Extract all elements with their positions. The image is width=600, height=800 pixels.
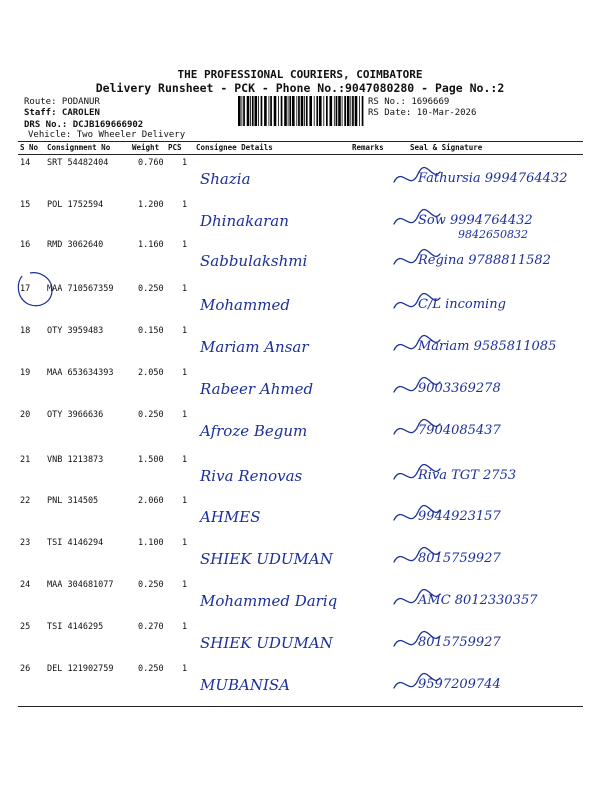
drs-label: DRS No.: DCJB169666902 bbox=[24, 120, 144, 130]
row-consignment-no: TSI 4146294 bbox=[47, 538, 104, 548]
consignee-name: MUBANISA bbox=[200, 676, 291, 694]
row-consignment-no: MAA 304681077 bbox=[47, 580, 114, 590]
row-sno: 19 bbox=[20, 368, 31, 378]
consignee-name: Shazia bbox=[200, 170, 251, 188]
row-weight: 0.250 bbox=[138, 410, 164, 420]
signature-text: 9003369278 bbox=[418, 381, 501, 396]
consignee-name: Rabeer Ahmed bbox=[200, 380, 314, 398]
row-sno: 20 bbox=[20, 410, 31, 420]
row-weight: 0.250 bbox=[138, 284, 164, 294]
hand-drawn-circle-mark bbox=[14, 268, 56, 308]
row-weight: 1.160 bbox=[138, 240, 164, 250]
row-weight: 2.050 bbox=[138, 368, 164, 378]
runsheet-subtitle: Delivery Runsheet - PCK - Phone No.:9047080280 - Page No.:2 bbox=[95, 81, 505, 95]
row-consignment-no: TSI 4146295 bbox=[47, 622, 104, 632]
row-consignment-no: OTY 3959483 bbox=[47, 326, 104, 336]
row-consignment-no: SRT 54482404 bbox=[47, 158, 109, 168]
row-pcs: 1 bbox=[182, 580, 188, 590]
row-consignment-no: OTY 3966636 bbox=[47, 410, 104, 420]
handwritten-consignee bbox=[196, 498, 346, 532]
handwritten-signature bbox=[388, 278, 588, 324]
handwritten-consignee bbox=[196, 370, 346, 404]
col-seal-signature: Seal & Signature bbox=[410, 143, 483, 152]
row-consignment-no: MAA 653634393 bbox=[47, 368, 114, 378]
row-sno: 18 bbox=[20, 326, 31, 336]
row-pcs: 1 bbox=[182, 410, 188, 420]
row-weight: 0.150 bbox=[138, 326, 164, 336]
row-sno: 25 bbox=[20, 622, 31, 632]
row-pcs: 1 bbox=[182, 538, 188, 548]
consignee-name: Dhinakaran bbox=[200, 212, 289, 230]
row-weight: 1.100 bbox=[138, 538, 164, 548]
row-pcs: 1 bbox=[182, 664, 188, 674]
row-weight: 1.500 bbox=[138, 455, 164, 465]
handwritten-consignee bbox=[196, 457, 346, 491]
signature-text: 9944923157 bbox=[418, 509, 501, 524]
consignee-name: SHIEK UDUMAN bbox=[200, 550, 333, 568]
signature-text: 8015759927 bbox=[418, 635, 501, 650]
signature-text: 8015759927 bbox=[418, 551, 501, 566]
handwritten-signature bbox=[388, 320, 588, 366]
consignee-name: SHIEK UDUMAN bbox=[200, 634, 333, 652]
handwritten-consignee bbox=[196, 582, 346, 616]
signature-text: 7904085437 bbox=[418, 423, 501, 438]
row-pcs: 1 bbox=[182, 200, 188, 210]
row-pcs: 1 bbox=[182, 622, 188, 632]
row-weight: 0.250 bbox=[138, 580, 164, 590]
row-sno: 21 bbox=[20, 455, 31, 465]
vehicle-label: Vehicle: Two Wheeler Delivery bbox=[28, 130, 186, 140]
handwritten-consignee bbox=[196, 202, 346, 236]
row-weight: 1.200 bbox=[138, 200, 164, 210]
row-sno: 22 bbox=[20, 496, 31, 506]
handwritten-signature bbox=[388, 449, 588, 495]
handwritten-signature bbox=[388, 574, 588, 620]
header-rule-top bbox=[18, 141, 583, 142]
row-pcs: 1 bbox=[182, 158, 188, 168]
handwritten-signature bbox=[388, 532, 588, 578]
row-pcs: 1 bbox=[182, 368, 188, 378]
handwritten-signature bbox=[388, 362, 588, 408]
handwritten-consignee bbox=[196, 286, 346, 320]
col-pcs: PCS bbox=[168, 143, 182, 152]
footer-rule bbox=[18, 706, 583, 707]
consignee-name: Mariam Ansar bbox=[200, 338, 309, 356]
company-title: THE PROFESSIONAL COURIERS, COIMBATORE bbox=[177, 68, 423, 81]
signature-text: 9597209744 bbox=[418, 677, 501, 692]
signature-text: Sow 9994764432 bbox=[418, 213, 533, 228]
signature-text: Fathursia 9994764432 bbox=[418, 171, 568, 186]
handwritten-consignee bbox=[196, 540, 346, 574]
row-pcs: 1 bbox=[182, 284, 188, 294]
handwritten-signature bbox=[388, 404, 588, 450]
barcode-image bbox=[238, 96, 364, 126]
handwritten-signature bbox=[388, 658, 588, 704]
handwritten-consignee bbox=[196, 666, 346, 700]
row-consignment-no: POL 1752594 bbox=[47, 200, 104, 210]
consignee-name: Riva Renovas bbox=[200, 467, 303, 485]
col-weight: Weight bbox=[132, 143, 160, 152]
row-weight: 0.760 bbox=[138, 158, 164, 168]
handwritten-consignee bbox=[196, 160, 346, 194]
col-sno: S No bbox=[20, 143, 39, 152]
handwritten-consignee bbox=[196, 412, 346, 446]
signature-text: Regina 9788811582 bbox=[418, 253, 551, 268]
handwritten-signature bbox=[388, 152, 588, 198]
route-label: Route: PODANUR bbox=[24, 97, 100, 107]
table-row bbox=[0, 664, 600, 716]
row-consignment-no: PNL 314505 bbox=[47, 496, 99, 506]
staff-label: Staff: CAROLEN bbox=[24, 108, 100, 118]
consignee-name: Afroze Begum bbox=[200, 422, 308, 440]
consignee-name: Mohammed bbox=[200, 296, 290, 314]
signature-extra-text: 9842650832 bbox=[458, 228, 528, 241]
row-pcs: 1 bbox=[182, 326, 188, 336]
consignee-name: Mohammed Dariq bbox=[200, 592, 338, 610]
row-consignment-no: DEL 121902759 bbox=[47, 664, 114, 674]
row-consignment-no: RMD 3062640 bbox=[47, 240, 104, 250]
row-sno: 23 bbox=[20, 538, 31, 548]
row-pcs: 1 bbox=[182, 496, 188, 506]
col-remarks: Remarks bbox=[352, 143, 384, 152]
handwritten-signature bbox=[388, 616, 588, 662]
signature-text: Mariam 9585811085 bbox=[418, 339, 557, 354]
signature-text: AMC 8012330357 bbox=[418, 593, 538, 608]
handwritten-consignee bbox=[196, 242, 346, 276]
row-sno: 15 bbox=[20, 200, 31, 210]
handwritten-consignee bbox=[196, 624, 346, 658]
consignee-name: AHMES bbox=[200, 508, 261, 526]
row-sno: 24 bbox=[20, 580, 31, 590]
consignee-name: Sabbulakshmi bbox=[200, 252, 308, 270]
row-consignment-no: MAA 710567359 bbox=[47, 284, 114, 294]
row-sno: 14 bbox=[20, 158, 31, 168]
signature-text: Riva TGT 2753 bbox=[418, 468, 517, 483]
row-sno: 16 bbox=[20, 240, 31, 250]
rs-number: RS No.: 1696669 bbox=[368, 97, 450, 107]
row-pcs: 1 bbox=[182, 240, 188, 250]
row-weight: 0.270 bbox=[138, 622, 164, 632]
col-consignment: Consignment No bbox=[47, 143, 111, 152]
rs-date: RS Date: 10-Mar-2026 bbox=[368, 108, 477, 118]
row-weight: 2.060 bbox=[138, 496, 164, 506]
handwritten-signature bbox=[388, 234, 588, 280]
handwritten-consignee bbox=[196, 328, 346, 362]
row-pcs: 1 bbox=[182, 455, 188, 465]
handwritten-signature bbox=[388, 490, 588, 536]
row-consignment-no: VNB 1213873 bbox=[47, 455, 104, 465]
row-weight: 0.250 bbox=[138, 664, 164, 674]
signature-text: C/L incoming bbox=[418, 297, 506, 312]
col-consignee: Consignee Details bbox=[196, 143, 273, 152]
row-sno: 17 bbox=[20, 284, 31, 294]
row-sno: 26 bbox=[20, 664, 31, 674]
